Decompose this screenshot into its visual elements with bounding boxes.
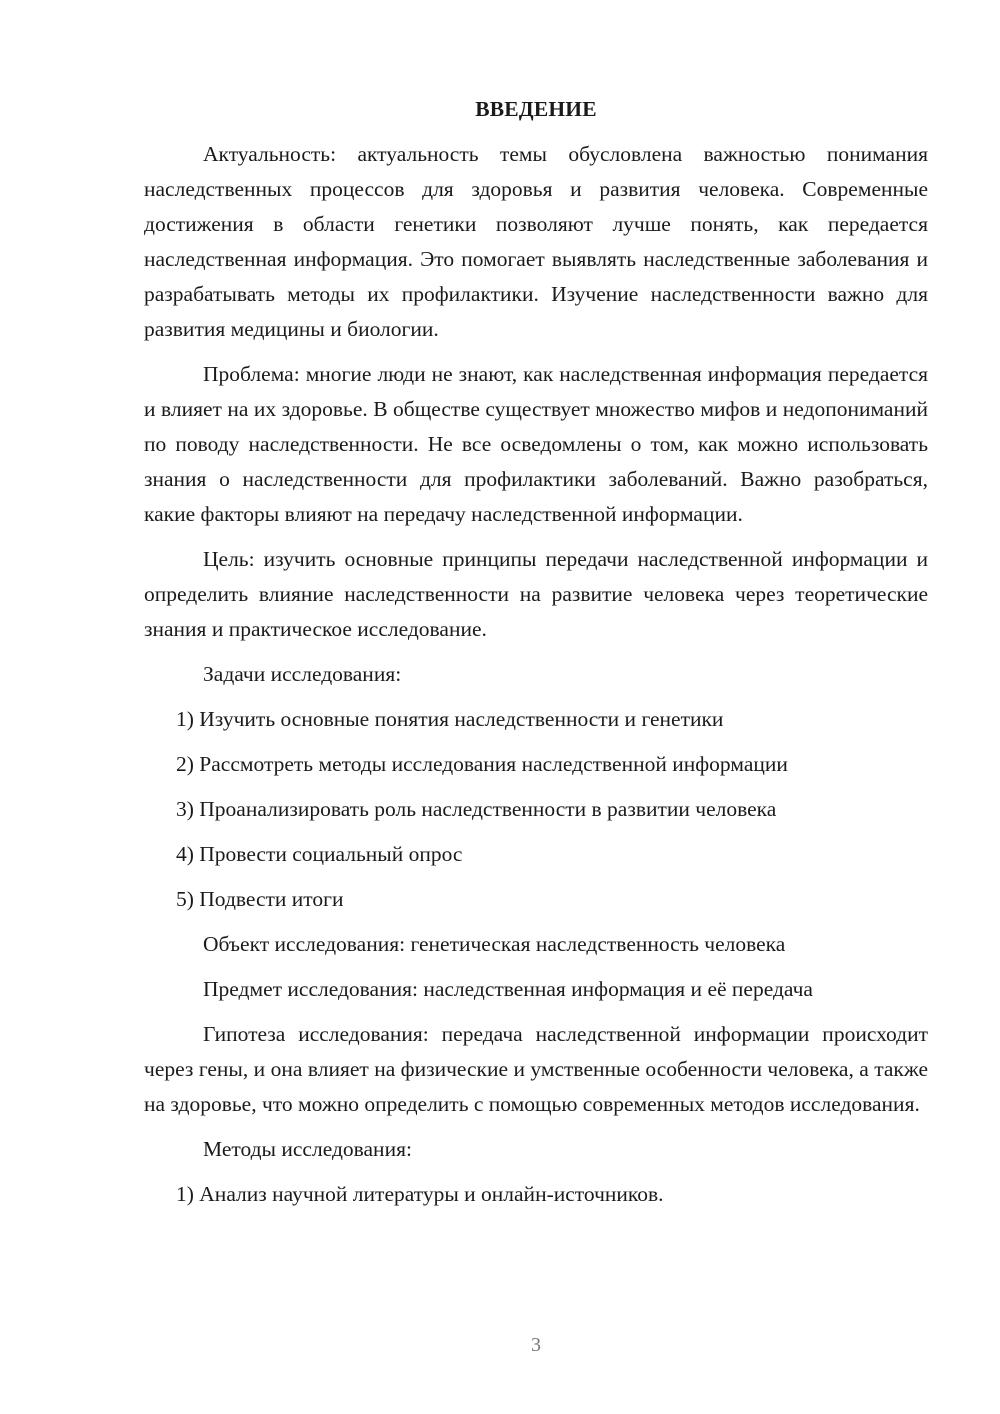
relevance-paragraph: Актуальность: актуальность темы обусловлена важностью понимания наследственных процессов для здоровья и развития человека. Современные достижения в области генетики позволяют лучше понять, как передается наследственная информация. Это помогает выявлять наследственные заболевания и разрабатывать методы их профилактики. Изучение наследственности важно для развития медицины и биологии. bbox=[144, 142, 928, 341]
page-content bbox=[144, 92, 928, 1222]
methods-heading: Методы исследования: bbox=[203, 1137, 412, 1161]
hypothesis-paragraph: Гипотеза исследования: передача наследственной информации происходит через гены, и она влияет на физические и умственные особенности человека, а также на здоровье, что можно определить с помощью современных методов исследования. bbox=[144, 1022, 928, 1116]
problem-paragraph: Проблема: многие люди не знают, как наследственная информация передается и влияет на их здоровье. В обществе существует множество мифов и недопониманий по поводу наследственности. Не все осведомлены о том, как можно использовать знания о наследственности для профилактики заболеваний. Важно разобраться, какие факторы влияют на передачу наследственной информации. bbox=[144, 362, 928, 526]
task-item-2: 2) Рассмотреть методы исследования наследственной информации bbox=[176, 752, 788, 776]
subject-line: Предмет исследования: наследственная информация и её передача bbox=[203, 977, 813, 1001]
object-line: Объект исследования: генетическая наследственность человека bbox=[203, 932, 786, 956]
task-item-3: 3) Проанализировать роль наследственности в развитии человека bbox=[176, 797, 777, 821]
task-item-4: 4) Провести социальный опрос bbox=[176, 842, 463, 866]
page-number: 3 bbox=[531, 1334, 541, 1356]
method-item-1: 1) Анализ научной литературы и онлайн-источников. bbox=[176, 1182, 664, 1206]
goal-paragraph: Цель: изучить основные принципы передачи наследственной информации и определить влияние наследственности на развитие человека через теоретические знания и практическое исследование. bbox=[144, 547, 928, 641]
task-item-5: 5) Подвести итоги bbox=[176, 887, 344, 911]
task-item-1: 1) Изучить основные понятия наследственности и генетики bbox=[176, 707, 724, 731]
tasks-heading: Задачи исследования: bbox=[203, 662, 402, 686]
section-title: ВВЕДЕНИЕ bbox=[475, 97, 597, 121]
